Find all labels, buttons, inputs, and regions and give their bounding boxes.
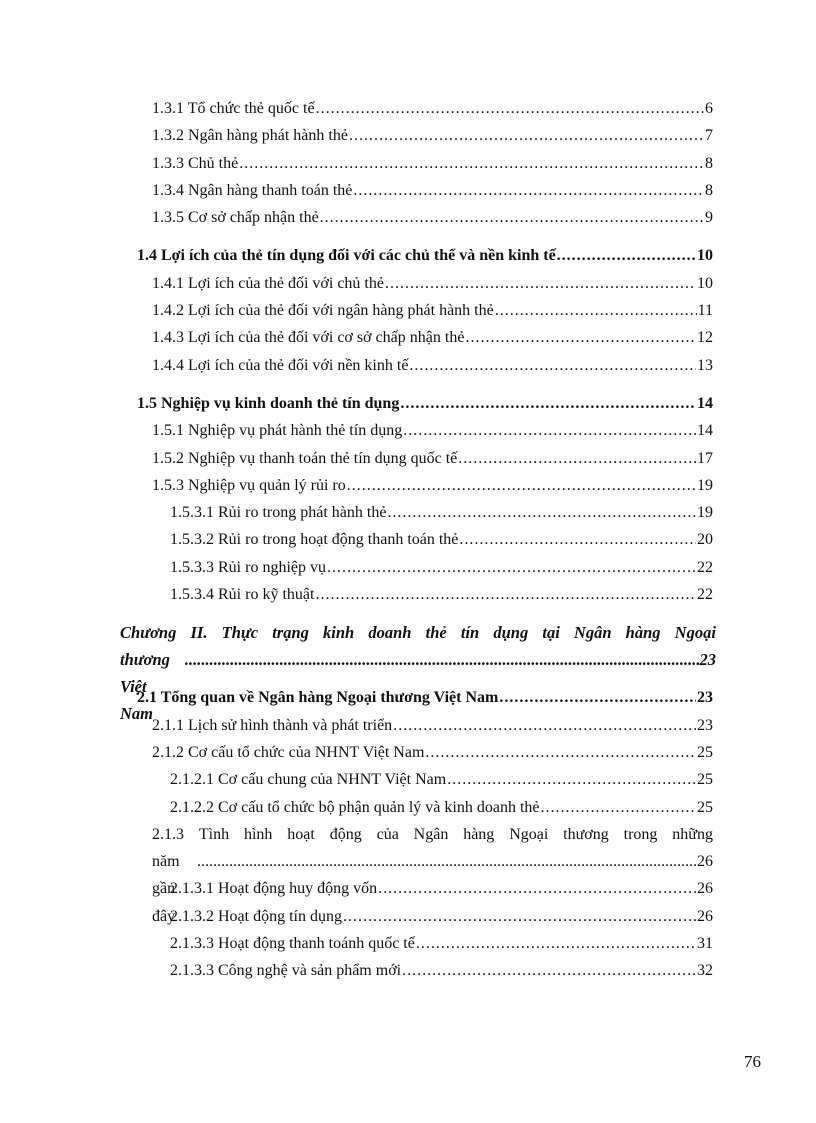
- toc-entry-title: 1.5.1 Nghiệp vụ phát hành thẻ tín dụng: [152, 422, 403, 440]
- toc-entry[interactable]: [0, 204, 816, 231]
- toc-entry[interactable]: [0, 739, 816, 766]
- toc-entry[interactable]: [0, 95, 816, 122]
- table-of-contents: [0, 95, 816, 985]
- toc-entry-page: 6: [705, 100, 713, 117]
- toc-entry[interactable]: [0, 581, 816, 608]
- toc-entry-page: 20: [697, 531, 713, 549]
- toc-entry-page: 10: [697, 247, 713, 265]
- toc-entry[interactable]: [0, 352, 816, 379]
- toc-entry-page: 11: [697, 302, 713, 320]
- toc-entry-page: 32: [697, 962, 713, 980]
- toc-entry-title: 2.1.3.3 Công nghệ và sản phẩm mới: [170, 962, 402, 980]
- dot-leader: [458, 445, 696, 472]
- toc-entry-title: 1.5 Nghiệp vụ kinh doanh thẻ tín dụng: [137, 394, 400, 412]
- dot-leader: [378, 875, 696, 902]
- toc-entry-title: 1.4.4 Lợi ích của thẻ đối với nền kinh tế: [152, 356, 409, 374]
- toc-entry-title: 2.1.3.3 Hoạt động thanh toánh quốc tế: [170, 935, 415, 953]
- chapter-word: thẻ: [425, 623, 447, 643]
- toc-entry-title: 2.1.2 Cơ cấu tổ chức của NHNT Việt Nam: [152, 743, 425, 761]
- title-word: Ngân: [413, 825, 449, 843]
- chapter-word: trạng: [272, 623, 309, 643]
- toc-entry-page: 14: [697, 422, 713, 440]
- toc-entry[interactable]: [0, 957, 816, 984]
- chapter-word: doanh: [368, 623, 412, 643]
- toc-entry-title: 1.3.5 Cơ sở chấp nhận thẻ: [152, 209, 319, 227]
- chapter-title-continuation: thương Việt Nam: [120, 650, 170, 724]
- dot-leader: [403, 417, 696, 444]
- toc-entry-page: 25: [697, 798, 713, 816]
- dot-leader: [197, 848, 696, 875]
- dot-leader: [495, 297, 697, 324]
- title-word: những: [672, 825, 713, 843]
- dot-leader: [425, 739, 696, 766]
- toc-entry-page: 23: [697, 689, 713, 707]
- toc-entry-page: 23: [697, 716, 713, 734]
- toc-entry[interactable]: [0, 445, 816, 472]
- toc-entry-page: 26: [697, 880, 713, 898]
- toc-entry[interactable]: [0, 324, 816, 351]
- dot-leader: [385, 270, 696, 297]
- toc-entry-page: 19: [697, 504, 713, 522]
- toc-entry-page: 26: [697, 907, 713, 925]
- dot-leader: [387, 499, 696, 526]
- toc-entry-page: 8: [705, 154, 713, 172]
- toc-entry-title: 1.3.2 Ngân hàng phát hành thẻ: [152, 127, 348, 145]
- dot-leader: [465, 324, 696, 351]
- chapter-word: Thực: [221, 623, 259, 643]
- dot-leader: [343, 903, 696, 930]
- dot-leader: [184, 646, 698, 673]
- title-word: của: [376, 825, 399, 843]
- chapter-word: dụng: [493, 623, 529, 643]
- toc-entry-page: 8: [705, 181, 713, 199]
- toc-entry[interactable]: [0, 297, 816, 324]
- toc-entry-title: 1.4.3 Lợi ích của thẻ đối với cơ sở chấp nhận thẻ: [152, 329, 465, 347]
- toc-entry-title: 1.3.3 Chủ thẻ: [152, 154, 239, 172]
- toc-entry-title-line: [152, 821, 713, 848]
- dot-leader: [447, 766, 696, 793]
- toc-entry-page: 13: [697, 356, 713, 374]
- toc-entry[interactable]: [0, 766, 816, 793]
- toc-entry-page: 9: [705, 209, 713, 227]
- toc-entry-title: 1.4.1 Lợi ích của thẻ đối với chủ thẻ: [152, 274, 384, 292]
- toc-entry[interactable]: [0, 875, 816, 902]
- toc-entry[interactable]: [0, 930, 816, 957]
- chapter-word: Chương: [120, 623, 177, 643]
- toc-entry-page: 19: [697, 476, 713, 494]
- chapter-word: Ngân: [573, 623, 612, 643]
- title-word: hoạt: [287, 825, 315, 843]
- dot-leader: [393, 712, 696, 739]
- toc-entry-title: 1.5.2 Nghiệp vụ thanh toán thẻ tín dụng quốc tế: [152, 449, 458, 467]
- toc-entry-title: 2.1.3.2 Hoạt động tín dụng: [170, 907, 342, 925]
- page-number: 76: [744, 1052, 761, 1071]
- toc-entry[interactable]: [0, 794, 816, 821]
- toc-entry-page: 26: [697, 853, 713, 871]
- toc-section-heading[interactable]: [0, 242, 816, 269]
- title-word: thương: [563, 825, 609, 843]
- dot-leader: [353, 177, 704, 204]
- toc-entry-page: 22: [697, 558, 713, 576]
- title-word: hình: [243, 825, 273, 843]
- title-word: trong: [623, 825, 658, 843]
- dot-leader: [400, 390, 696, 417]
- toc-entry[interactable]: [0, 554, 816, 581]
- toc-entry-title: 2.1.2.1 Cơ cấu chung của NHNT Việt Nam: [170, 771, 447, 789]
- dot-leader: [459, 526, 696, 553]
- chapter-word: II.: [190, 623, 208, 643]
- dot-leader: [402, 957, 696, 984]
- dot-leader: [239, 150, 704, 177]
- toc-entry-page: 14: [697, 394, 713, 412]
- toc-entry[interactable]: [0, 150, 816, 177]
- toc-entry[interactable]: [0, 499, 816, 526]
- toc-entry-page: 25: [697, 743, 713, 761]
- toc-entry-title: 1.5.3.2 Rủi ro trong hoạt động thanh toán thẻ: [170, 531, 459, 549]
- toc-entry[interactable]: [0, 417, 816, 444]
- toc-entry[interactable]: [0, 472, 816, 499]
- toc-entry-page: 22: [697, 586, 713, 604]
- title-word: hàng: [463, 825, 495, 843]
- toc-entry-title: 2.1.1 Lịch sử hình thành và phát triển: [152, 716, 393, 734]
- title-continuation: năm gần đây: [152, 853, 180, 925]
- toc-entry-page: 31: [697, 935, 713, 953]
- chapter-word: hàng: [625, 623, 661, 643]
- title-word: Ngoại: [509, 825, 549, 843]
- toc-entry[interactable]: [0, 122, 816, 149]
- dot-leader: [499, 684, 696, 711]
- dot-leader: [541, 794, 697, 821]
- toc-entry-title: 1.5.3.1 Rủi ro trong phát hành thẻ: [170, 504, 387, 522]
- dot-leader: [349, 122, 704, 149]
- toc-entry-title: 1.3.1 Tổ chức thẻ quốc tế: [152, 100, 315, 117]
- toc-entry[interactable]: [0, 526, 816, 553]
- dot-leader: [347, 472, 696, 499]
- title-word: 2.1.3: [152, 825, 184, 843]
- toc-entry-page: 12: [697, 329, 713, 347]
- toc-entry-page: 25: [697, 771, 713, 789]
- dot-leader: [327, 554, 696, 581]
- dot-leader: [315, 581, 696, 608]
- toc-entry-title: 1.4 Lợi ích của thẻ tín dụng đối với các chủ thể và nền kinh tế: [137, 247, 556, 265]
- toc-entry-page: 7: [705, 127, 713, 145]
- chapter-title-line: [120, 619, 716, 646]
- toc-entry-title: 1.4.2 Lợi ích của thẻ đối với ngân hàng phát hành thẻ: [152, 302, 494, 320]
- chapter-word: kinh: [323, 623, 355, 643]
- toc-entry-page: 23: [699, 650, 716, 670]
- toc-section-heading[interactable]: [0, 390, 816, 417]
- toc-entry-title: 1.5.3 Nghiệp vụ quản lý rủi ro: [152, 476, 346, 494]
- toc-entry[interactable]: [0, 270, 816, 297]
- toc-entry[interactable]: [0, 903, 816, 930]
- toc-entry-title: 1.5.3.4 Rủi ro kỹ thuật: [170, 586, 315, 604]
- toc-entry-title: 2.1 Tổng quan về Ngân hàng Ngoại thương Việt Nam: [137, 689, 499, 707]
- dot-leader: [557, 242, 696, 269]
- toc-section-heading[interactable]: [0, 684, 816, 711]
- toc-entry[interactable]: [0, 712, 816, 739]
- toc-entry[interactable]: [0, 177, 816, 204]
- dot-leader: [416, 930, 696, 957]
- dot-leader: [316, 95, 704, 122]
- toc-entry-title: 1.3.4 Ngân hàng thanh toán thẻ: [152, 181, 353, 199]
- chapter-word: tại: [542, 623, 560, 643]
- toc-entry-title: 2.1.3.1 Hoạt động huy động vốn: [170, 880, 378, 898]
- toc-entry-page: 10: [697, 274, 713, 292]
- dot-leader: [409, 352, 696, 379]
- dot-leader: [320, 204, 704, 231]
- toc-entry-title: 1.5.3.3 Rủi ro nghiệp vụ: [170, 558, 326, 576]
- chapter-word: Ngoại: [674, 623, 716, 643]
- toc-entry-page: 17: [697, 449, 713, 467]
- chapter-word: tín: [460, 623, 480, 643]
- title-word: động: [329, 825, 362, 843]
- toc-entry-title: 2.1.2.2 Cơ cấu tổ chức bộ phận quản lý và kinh doanh thẻ: [170, 798, 540, 816]
- title-word: Tình: [198, 825, 230, 843]
